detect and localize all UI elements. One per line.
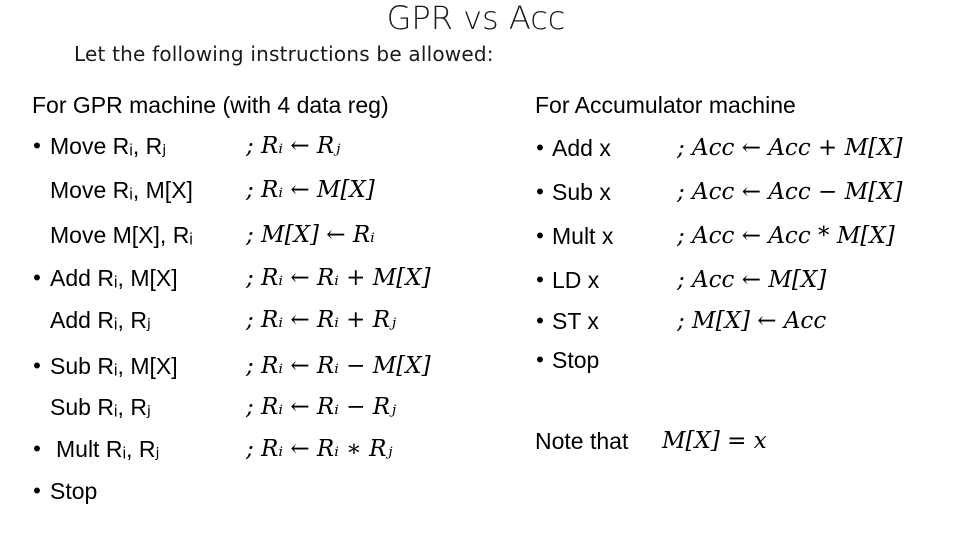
acc-bullet: • <box>536 135 544 160</box>
gpr-effect: ; Rᵢ ← Rᵢ ∗ Rⱼ <box>246 436 393 462</box>
gpr-effect: ; M[X] ← Rᵢ <box>246 222 375 248</box>
gpr-instruction: Sub Rᵢ, M[X] <box>50 353 178 379</box>
gpr-bullet: • <box>33 265 41 290</box>
gpr-effect: ; Rᵢ ← Rᵢ − Rⱼ <box>246 394 397 420</box>
acc-instruction: ST x <box>552 308 599 334</box>
acc-bullet: • <box>536 308 544 333</box>
acc-bullet: • <box>536 179 544 204</box>
acc-instruction: Add x <box>552 135 611 161</box>
gpr-instruction: Move Rᵢ, M[X] <box>50 177 193 203</box>
acc-instruction: Sub x <box>552 179 611 205</box>
gpr-instruction: Move Rᵢ, Rⱼ <box>50 133 167 159</box>
slide-title: GPR vs Acc <box>386 0 566 37</box>
gpr-instruction: Add Rᵢ, Rⱼ <box>50 307 151 333</box>
acc-effect: ; M[X] ← Acc <box>677 308 827 334</box>
acc-effect: ; Acc ← M[X] <box>677 267 827 293</box>
slide-subtitle: Let the following instructions be allowed: <box>74 42 494 66</box>
gpr-instruction: Mult Rᵢ, Rⱼ <box>56 436 160 462</box>
acc-bullet: • <box>536 347 544 372</box>
acc-effect: ; Acc ← Acc − M[X] <box>677 179 903 205</box>
gpr-bullet: • <box>33 353 41 378</box>
note-label: Note that <box>535 428 629 454</box>
gpr-effect: ; Rᵢ ← Rᵢ − M[X] <box>246 353 431 379</box>
gpr-instruction: Sub Rᵢ, Rⱼ <box>50 394 151 420</box>
acc-instruction: Mult x <box>552 223 614 249</box>
gpr-bullet: • <box>33 133 41 158</box>
acc-instruction: LD x <box>552 267 600 293</box>
gpr-bullet: • <box>33 478 41 503</box>
gpr-effect: ; Rᵢ ← Rᵢ + Rⱼ <box>246 307 397 333</box>
gpr-instruction: Add Rᵢ, M[X] <box>50 265 178 291</box>
note-equation: M[X] = x <box>662 428 767 454</box>
gpr-instruction: Stop <box>50 478 98 504</box>
gpr-effect: ; Rᵢ ← M[X] <box>246 177 375 203</box>
acc-heading: For Accumulator machine <box>535 92 796 118</box>
acc-bullet: • <box>536 267 544 292</box>
gpr-instruction: Move M[X], Rᵢ <box>50 222 193 248</box>
gpr-effect: ; Rᵢ ← Rᵢ + M[X] <box>246 265 431 291</box>
gpr-heading: For GPR machine (with 4 data reg) <box>32 92 389 118</box>
acc-instruction: Stop <box>552 347 600 373</box>
acc-effect: ; Acc ← Acc * M[X] <box>677 223 895 249</box>
acc-effect: ; Acc ← Acc + M[X] <box>677 135 903 161</box>
gpr-effect: ; Rᵢ ← Rⱼ <box>246 133 341 159</box>
gpr-bullet: • <box>33 436 41 461</box>
acc-bullet: • <box>536 223 544 248</box>
